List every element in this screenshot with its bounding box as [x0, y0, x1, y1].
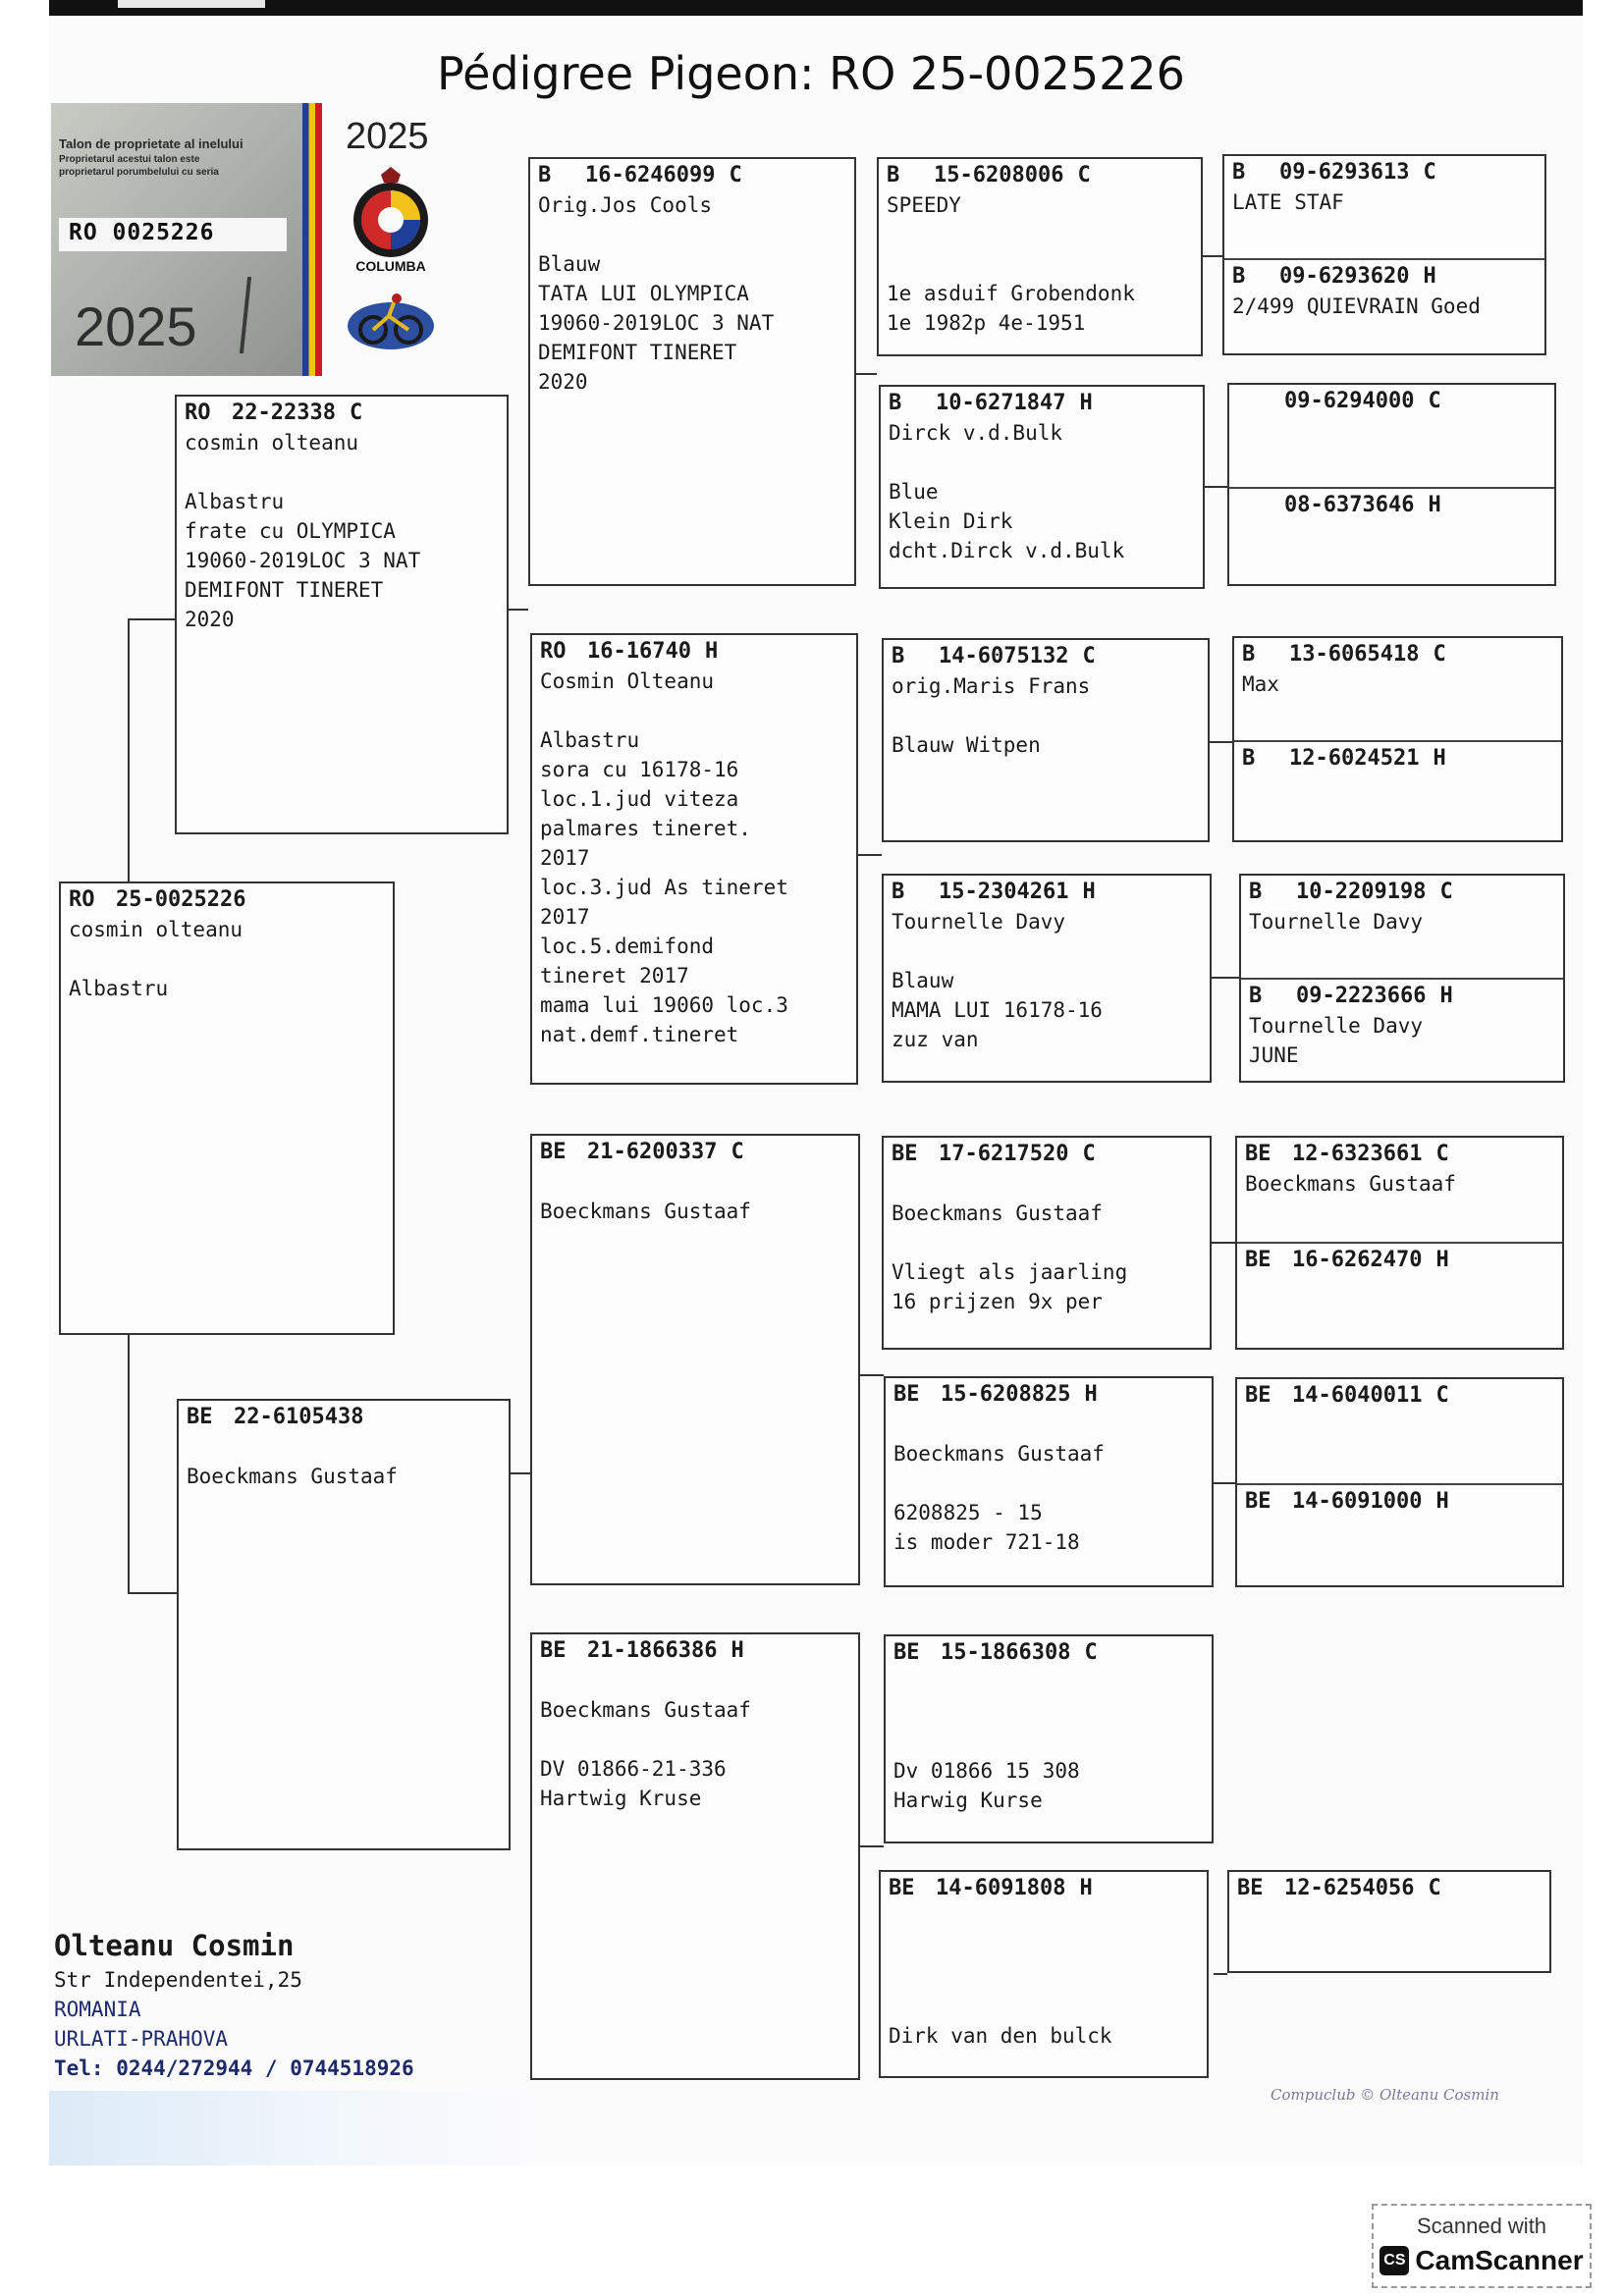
dam-card-line: [187, 1437, 501, 1458]
camscanner-icon: CS: [1380, 2246, 1409, 2275]
great-great-grandparent-pair[interactable]: [1232, 636, 1563, 842]
great-great-grandparent-pair-dam-line: Tournelle Davy: [1249, 1014, 1424, 1038]
great-great-grandparent-pair-sire-line: LATE STAF: [1232, 190, 1344, 214]
grandparent-card-line: Hartwig Kruse: [540, 1787, 702, 1810]
pigeon-card-line: [69, 949, 385, 970]
grandparent-card-line: 2017: [540, 846, 590, 870]
owner-country: ROMANIA: [54, 1998, 141, 2021]
great-great-grandparent-pair-sire-ring-number: 14-6040011: [1292, 1383, 1423, 1408]
connector-line: [509, 609, 528, 611]
connector-line: [1210, 741, 1232, 743]
grandparent-card-header: [540, 1640, 850, 1662]
great-great-grandparent-pair-dam-country-code: B: [1249, 984, 1263, 1008]
great-grandparent-card-header: [893, 1384, 1204, 1406]
great-grandparent-card-country-code: B: [889, 391, 902, 415]
ring-card-header-3: proprietarul porumbelului cu seria: [59, 167, 219, 178]
grandparent-card-ring-number: 21-6200337: [587, 1140, 718, 1164]
grandparent-card-line: TATA LUI OLYMPICA: [538, 282, 749, 305]
great-great-grandparent-pair-sire-ring-number: 09-6293613: [1279, 160, 1410, 185]
great-great-grandparent-pair-sire-header: [1249, 881, 1555, 903]
great-grandparent-card[interactable]: [879, 385, 1205, 589]
great-great-grandparent-card-sex: C: [1428, 1876, 1441, 1900]
great-great-grandparent-pair-sire-ring-number: 13-6065418: [1289, 642, 1420, 667]
grandparent-card-sex: C: [730, 1140, 744, 1164]
grandparent-card-line: loc.5.demifond: [540, 934, 715, 958]
great-grandparent-card-line: [887, 254, 1193, 275]
grandparent-card-line: DEMIFONT TINERET: [538, 341, 737, 364]
great-great-grandparent-pair-dam-ring-number: 14-6091000: [1292, 1489, 1423, 1514]
grandparent-card-line: [540, 1172, 850, 1193]
great-great-grandparent-pair-sire-header: [1245, 1144, 1554, 1165]
great-grandparent-card-country-code: BE: [893, 1382, 920, 1407]
year-label: 2025: [346, 116, 429, 157]
sire-card-country-code: RO: [185, 400, 211, 425]
great-great-grandparent-pair-sire: [1242, 644, 1553, 732]
great-great-grandparent-pair-dam: [1241, 978, 1563, 1066]
great-grandparent-card-line: [892, 1233, 1202, 1254]
great-great-grandparent-pair-sire-header: [1242, 644, 1553, 666]
great-great-grandparent-pair-sire-sex: C: [1439, 880, 1453, 904]
great-great-grandparent-pair-sire-line: Tournelle Davy: [1249, 910, 1424, 934]
great-grandparent-card-line: Blauw Witpen: [892, 733, 1041, 757]
ring-card-number: RO 0025226: [59, 218, 287, 251]
great-grandparent-card-line: Blue: [889, 480, 939, 504]
grandparent-card-line: tineret 2017: [540, 964, 689, 988]
great-grandparent-card-line: SPEEDY: [887, 193, 961, 217]
great-grandparent-card-line: [889, 1908, 1199, 1929]
great-great-grandparent-pair-dam-header: [1232, 266, 1537, 288]
great-great-grandparent-pair[interactable]: [1235, 1377, 1564, 1587]
great-great-grandparent-pair-sire: [1237, 391, 1546, 479]
great-great-grandparent-pair-sire-country-code: B: [1232, 160, 1246, 185]
great-great-grandparent-pair-dam: [1237, 1242, 1562, 1271]
grandparent-card-header: [538, 165, 846, 187]
great-great-grandparent-pair-dam-country-code: B: [1232, 264, 1246, 289]
connector-line: [128, 618, 130, 881]
great-great-grandparent-pair-dam-header: [1245, 1250, 1554, 1271]
great-grandparent-card-sex: C: [1082, 644, 1096, 668]
page-title: Pédigree Pigeon: RO 25-0025226: [437, 47, 1185, 100]
connector-line: [1203, 255, 1222, 257]
top-dark-border: [49, 0, 1583, 16]
pigeon-card-line: cosmin olteanu: [69, 918, 243, 941]
great-great-grandparent-pair-sire-ring-number: 09-6294000: [1284, 389, 1415, 413]
great-grandparent-card-header: [892, 881, 1202, 903]
great-grandparent-card-header: [892, 646, 1200, 667]
great-grandparent-card-line: is moder 721-18: [893, 1530, 1080, 1554]
great-great-grandparent-pair[interactable]: [1235, 1136, 1564, 1350]
great-grandparent-card-header: [889, 393, 1195, 414]
great-grandparent-card[interactable]: [877, 157, 1203, 356]
sire-card-line: 19060-2019LOC 3 NAT: [185, 549, 421, 572]
great-great-grandparent-pair-dam-country-code: [1237, 495, 1271, 516]
great-great-grandparent-pair-sire: [1245, 1385, 1554, 1475]
great-grandparent-card-sex: H: [1082, 880, 1096, 904]
great-great-grandparent-pair-dam-sex: H: [1428, 493, 1441, 517]
grandparent-card-line: Cosmin Olteanu: [540, 669, 715, 693]
grandparent-card-sex: C: [729, 163, 742, 187]
grandparent-card-line: loc.1.jud viteza: [540, 787, 739, 811]
grandparent-card-line: Albastru: [540, 728, 640, 752]
great-great-grandparent-pair-dam: [1237, 1483, 1562, 1513]
connector-line: [511, 1472, 530, 1474]
grandparent-card-line: sora cu 16178-16: [540, 758, 739, 781]
great-great-grandparent-card[interactable]: [1227, 1870, 1551, 1973]
grandparent-card[interactable]: [530, 1632, 860, 2080]
sire-card-line: [185, 462, 499, 483]
connector-line: [860, 1374, 884, 1376]
great-grandparent-card[interactable]: [882, 1136, 1212, 1350]
great-grandparent-card-line: orig.Maris Frans: [892, 674, 1091, 698]
great-grandparent-card-line: Boeckmans Gustaaf: [892, 1201, 1103, 1225]
software-credit: Compuclub © Olteanu Cosmin: [1271, 2086, 1499, 2104]
great-great-grandparent-pair-dam-ring-number: 09-6293620: [1279, 264, 1410, 289]
great-great-grandparent-pair-dam-country-code: BE: [1245, 1489, 1271, 1514]
scan-tint: [49, 2091, 540, 2165]
great-grandparent-card-ring-number: 14-6091808: [936, 1876, 1066, 1900]
grandparent-card-ring-number: 21-1866386: [587, 1638, 718, 1663]
grandparent-card-country-code: B: [538, 163, 552, 187]
owner-street: Str Independentei,25: [54, 1968, 302, 1992]
great-great-grandparent-pair-dam: [1229, 487, 1554, 516]
great-grandparent-card-line: Vliegt als jaarling: [892, 1260, 1128, 1284]
great-grandparent-card-line: [889, 1997, 1199, 2017]
great-grandparent-card-line: [892, 1174, 1202, 1195]
great-great-grandparent-card-ring-number: 12-6254056: [1284, 1876, 1415, 1900]
great-grandparent-card-line: Klein Dirk: [889, 509, 1013, 533]
great-grandparent-card-line: [889, 453, 1195, 473]
great-grandparent-card-line: Dirk van den bulck: [889, 2024, 1112, 2048]
great-great-grandparent-pair-dam-sex: H: [1435, 1489, 1449, 1514]
great-great-grandparent-pair-dam-ring-number: 16-6262470: [1292, 1248, 1423, 1272]
great-grandparent-card-header: [887, 165, 1193, 187]
great-great-grandparent-pair-sire-line: Boeckmans Gustaaf: [1245, 1172, 1456, 1196]
grandparent-card[interactable]: [530, 633, 858, 1085]
great-grandparent-card-sex: C: [1082, 1142, 1096, 1166]
grandparent-card-sex: H: [730, 1638, 744, 1663]
great-grandparent-card-line: dcht.Dirck v.d.Bulk: [889, 539, 1125, 562]
great-grandparent-card-line: 16 prijzen 9x per: [892, 1290, 1103, 1313]
great-great-grandparent-pair-dam-country-code: BE: [1245, 1248, 1271, 1272]
grandparent-card-header: [540, 641, 848, 663]
dam-card-line: Boeckmans Gustaaf: [187, 1465, 398, 1488]
great-grandparent-card-line: Tournelle Davy: [892, 910, 1066, 934]
great-grandparent-card-line: [893, 1702, 1204, 1723]
sire-card[interactable]: [175, 395, 509, 834]
grandparent-card-sex: H: [704, 639, 719, 664]
svg-text:COLUMBA: COLUMBA: [355, 258, 426, 274]
great-great-grandparent-pair-dam-header: [1249, 986, 1555, 1007]
sire-card-line: frate cu OLYMPICA: [185, 519, 396, 543]
sire-card-ring-number: 22-22338: [232, 400, 336, 425]
great-grandparent-card-ring-number: 10-6271847: [936, 391, 1066, 415]
connector-line: [1214, 1973, 1227, 1975]
great-great-grandparent-pair-sire-ring-number: 10-2209198: [1296, 880, 1427, 904]
grandparent-card-line: Blauw: [538, 252, 601, 276]
grandparent-card-line: [540, 1671, 850, 1691]
grandparent-card-line: 2017: [540, 905, 590, 929]
great-grandparent-card-line: zuz van: [892, 1028, 979, 1051]
great-grandparent-card-line: [893, 1415, 1204, 1435]
great-great-grandparent-pair-sire-header: [1237, 391, 1546, 412]
great-great-grandparent-pair-sire-sex: C: [1423, 160, 1436, 185]
great-grandparent-card-line: [893, 1732, 1204, 1752]
dam-card-header: [187, 1407, 501, 1428]
connector-line: [1214, 1482, 1235, 1484]
grandparent-card-line: 2020: [538, 370, 588, 394]
great-great-grandparent-pair-dam: [1224, 258, 1544, 317]
great-great-grandparent-pair-sire-sex: C: [1435, 1383, 1449, 1408]
grandparent-card-line: [540, 701, 848, 721]
grandparent-card-country-code: BE: [540, 1638, 567, 1663]
connector-line: [856, 373, 877, 375]
great-great-grandparent-pair[interactable]: [1239, 874, 1565, 1083]
great-grandparent-card-ring-number: 17-6217520: [939, 1142, 1069, 1166]
great-grandparent-card-country-code: B: [892, 880, 905, 904]
sire-card-sex: C: [349, 400, 363, 425]
great-grandparent-card-line: Blauw: [892, 969, 954, 992]
great-grandparent-card-header: [893, 1642, 1204, 1664]
great-grandparent-card-line: [893, 1473, 1204, 1494]
grandparent-card-line: loc.3.jud As tineret: [540, 876, 788, 899]
great-grandparent-card-line: MAMA LUI 16178-16: [892, 998, 1103, 1022]
grandparent-card-line: 19060-2019LOC 3 NAT: [538, 311, 775, 335]
great-great-grandparent-pair-dam-line: JUNE: [1249, 1043, 1299, 1067]
great-great-grandparent-pair-dam-line: 2/499 QUIEVRAIN Goed: [1232, 294, 1481, 318]
great-great-grandparent-pair-dam-sex: H: [1433, 746, 1446, 771]
pigeon-card-country-code: RO: [69, 887, 95, 912]
great-great-grandparent-pair-dam: [1234, 740, 1561, 770]
great-great-grandparent-pair-dam-header: [1245, 1491, 1554, 1513]
grandparent-card-line: DV 01866-21-336: [540, 1757, 727, 1781]
great-great-grandparent-pair-sire: [1232, 162, 1537, 250]
great-great-grandparent-card-country-code: BE: [1237, 1876, 1264, 1900]
great-great-grandparent-pair-dam-ring-number: 12-6024521: [1289, 746, 1420, 771]
great-grandparent-card-ring-number: 15-1866308: [941, 1640, 1071, 1665]
great-grandparent-card-line: Boeckmans Gustaaf: [893, 1442, 1105, 1466]
connector-line: [1212, 1242, 1235, 1244]
great-grandparent-card-header: [889, 1878, 1199, 1899]
great-grandparent-card-sex: C: [1077, 163, 1091, 187]
sire-card-line: DEMIFONT TINERET: [185, 578, 384, 602]
great-great-grandparent-pair-sire-sex: C: [1428, 389, 1441, 413]
grandparent-card-line: [540, 1730, 850, 1750]
connector-line: [1212, 977, 1239, 979]
ring-card-year: 2025: [75, 295, 197, 357]
owner-city: URLATI-PRAHOVA: [54, 2027, 229, 2051]
great-great-grandparent-pair-dam-ring-number: 08-6373646: [1284, 493, 1415, 517]
great-grandparent-card-line: [893, 1673, 1204, 1693]
owner-block: [54, 1929, 414, 2080]
pigeon-card-ring-number: 25-0025226: [116, 887, 246, 912]
great-great-grandparent-pair-dam-sex: H: [1435, 1248, 1449, 1272]
dam-card-ring-number: 22-6105438: [234, 1405, 364, 1429]
great-grandparent-card-country-code: B: [892, 644, 905, 668]
great-grandparent-card-line: [892, 941, 1202, 962]
ring-card-header-2: Proprietarul acestui talon este: [59, 154, 200, 165]
great-grandparent-card[interactable]: [884, 1376, 1214, 1587]
flag-stripe: [302, 103, 322, 376]
great-grandparent-card-sex: H: [1079, 1876, 1093, 1900]
great-grandparent-card-line: 6208825 - 15: [893, 1501, 1043, 1524]
great-great-grandparent-pair-dam-sex: H: [1439, 984, 1453, 1008]
grandparent-card-line: Boeckmans Gustaaf: [540, 1200, 751, 1223]
pigeon-card-header: [69, 889, 385, 911]
great-grandparent-card-line: [892, 706, 1200, 726]
connector-line: [128, 618, 175, 620]
great-grandparent-card-sex: H: [1079, 391, 1093, 415]
great-grandparent-card-line: [889, 1967, 1199, 1988]
great-great-grandparent-pair-sire-country-code: B: [1242, 642, 1256, 667]
grandparent-card-line: Orig.Jos Cools: [538, 193, 713, 217]
great-great-grandparent-pair[interactable]: [1227, 383, 1556, 586]
grandparent-card-ring-number: 16-6246099: [585, 163, 716, 187]
connector-line: [1205, 486, 1227, 488]
great-grandparent-card-country-code: B: [887, 163, 900, 187]
great-great-grandparent-pair-dam-header: [1237, 495, 1546, 516]
ring-card-header-1: Talon de proprietate al inelului: [59, 136, 243, 151]
great-great-grandparent-pair-sire: [1249, 881, 1555, 970]
great-grandparent-card-sex: H: [1084, 1382, 1098, 1407]
dam-card[interactable]: [177, 1399, 511, 1850]
connector-line: [128, 1592, 177, 1594]
grandparent-card-line: nat.demf.tineret: [540, 1023, 739, 1046]
great-great-grandparent-pair-sire-ring-number: 12-6323661: [1292, 1142, 1423, 1166]
great-grandparent-card-line: 1e 1982p 4e-1951: [887, 311, 1086, 335]
great-grandparent-card[interactable]: [882, 638, 1210, 842]
scanned-with-label: Scanned with: [1416, 2214, 1547, 2238]
grandparent-card-ring-number: 16-16740: [587, 639, 691, 664]
cyclist-emblem-icon: [344, 291, 438, 353]
great-great-grandparent-pair-dam-sex: H: [1423, 264, 1436, 289]
great-grandparent-card-ring-number: 15-6208825: [941, 1382, 1071, 1407]
great-grandparent-card-line: 1e asduif Grobendonk: [887, 282, 1135, 305]
connector-line: [860, 1845, 884, 1847]
great-grandparent-card[interactable]: [879, 1870, 1209, 2078]
great-great-grandparent-pair[interactable]: [1222, 154, 1546, 355]
great-grandparent-card-ring-number: 15-6208006: [934, 163, 1064, 187]
great-grandparent-card-line: [889, 1938, 1199, 1958]
great-great-grandparent-pair-sire: [1245, 1144, 1554, 1234]
great-grandparent-card[interactable]: [884, 1634, 1214, 1843]
great-great-grandparent-pair-sire-country-code: B: [1249, 880, 1263, 904]
owner-name: Olteanu Cosmin: [54, 1929, 295, 1962]
great-great-grandparent-card-header: [1237, 1878, 1542, 1899]
great-grandparent-card-ring-number: 14-6075132: [939, 644, 1069, 668]
top-white-tab: [118, 0, 265, 8]
great-great-grandparent-pair-sire-header: [1232, 162, 1537, 184]
great-grandparent-card-line: Dv 01866 15 308: [893, 1759, 1080, 1783]
great-grandparent-card-country-code: BE: [892, 1142, 918, 1166]
connector-line: [128, 1335, 130, 1592]
columba-logo-icon: [344, 167, 438, 277]
great-great-grandparent-pair-sire-sex: C: [1435, 1142, 1449, 1166]
sire-card-line: cosmin olteanu: [185, 431, 359, 454]
dam-card-country-code: BE: [187, 1405, 213, 1429]
great-grandparent-card-country-code: BE: [889, 1876, 915, 1900]
grandparent-card-line: mama lui 19060 loc.3: [540, 993, 788, 1017]
great-grandparent-card-line: Harwig Kurse: [893, 1789, 1043, 1812]
camscanner-name: CamScanner: [1415, 2245, 1584, 2275]
great-grandparent-card[interactable]: [882, 874, 1212, 1083]
grandparent-card[interactable]: [528, 157, 856, 586]
grandparent-card-line: [538, 225, 846, 245]
grandparent-card-header: [540, 1142, 850, 1163]
great-great-grandparent-pair-sire-country-code: BE: [1245, 1142, 1271, 1166]
great-grandparent-card-sex: C: [1084, 1640, 1098, 1665]
great-great-grandparent-pair-dam-header: [1242, 748, 1553, 770]
great-grandparent-card-line: Dirck v.d.Bulk: [889, 421, 1063, 445]
great-great-grandparent-pair-sire-header: [1245, 1385, 1554, 1407]
grandparent-card-country-code: BE: [540, 1140, 567, 1164]
great-great-grandparent-pair-dam-ring-number: 09-2223666: [1296, 984, 1427, 1008]
pigeon-card-line: Albastru: [69, 977, 169, 1000]
great-great-grandparent-pair-sire-country-code: [1237, 391, 1271, 412]
great-grandparent-card-line: [887, 225, 1193, 245]
grandparent-card-country-code: RO: [540, 639, 567, 664]
great-great-grandparent-pair-dam-country-code: B: [1242, 746, 1256, 771]
sire-card-line: 2020: [185, 608, 235, 631]
owner-phone: Tel: 0244/272944 / 0744518926: [54, 2056, 414, 2080]
grandparent-card-line: palmares tineret.: [540, 817, 751, 840]
grandparent-card-line: Boeckmans Gustaaf: [540, 1698, 751, 1722]
pigeon-card[interactable]: [59, 881, 395, 1335]
camscanner-badge: [1372, 2204, 1592, 2288]
great-great-grandparent-pair-sire-sex: C: [1433, 642, 1446, 667]
sire-card-line: Albastru: [185, 490, 285, 513]
great-grandparent-card-country-code: BE: [893, 1640, 920, 1665]
great-grandparent-card-ring-number: 15-2304261: [939, 880, 1069, 904]
sire-card-header: [185, 402, 499, 424]
great-great-grandparent-pair-sire-line: Max: [1242, 672, 1279, 696]
great-grandparent-card-header: [892, 1144, 1202, 1165]
grandparent-card[interactable]: [530, 1134, 860, 1585]
great-great-grandparent-pair-sire-country-code: BE: [1245, 1383, 1271, 1408]
connector-line: [858, 854, 882, 856]
